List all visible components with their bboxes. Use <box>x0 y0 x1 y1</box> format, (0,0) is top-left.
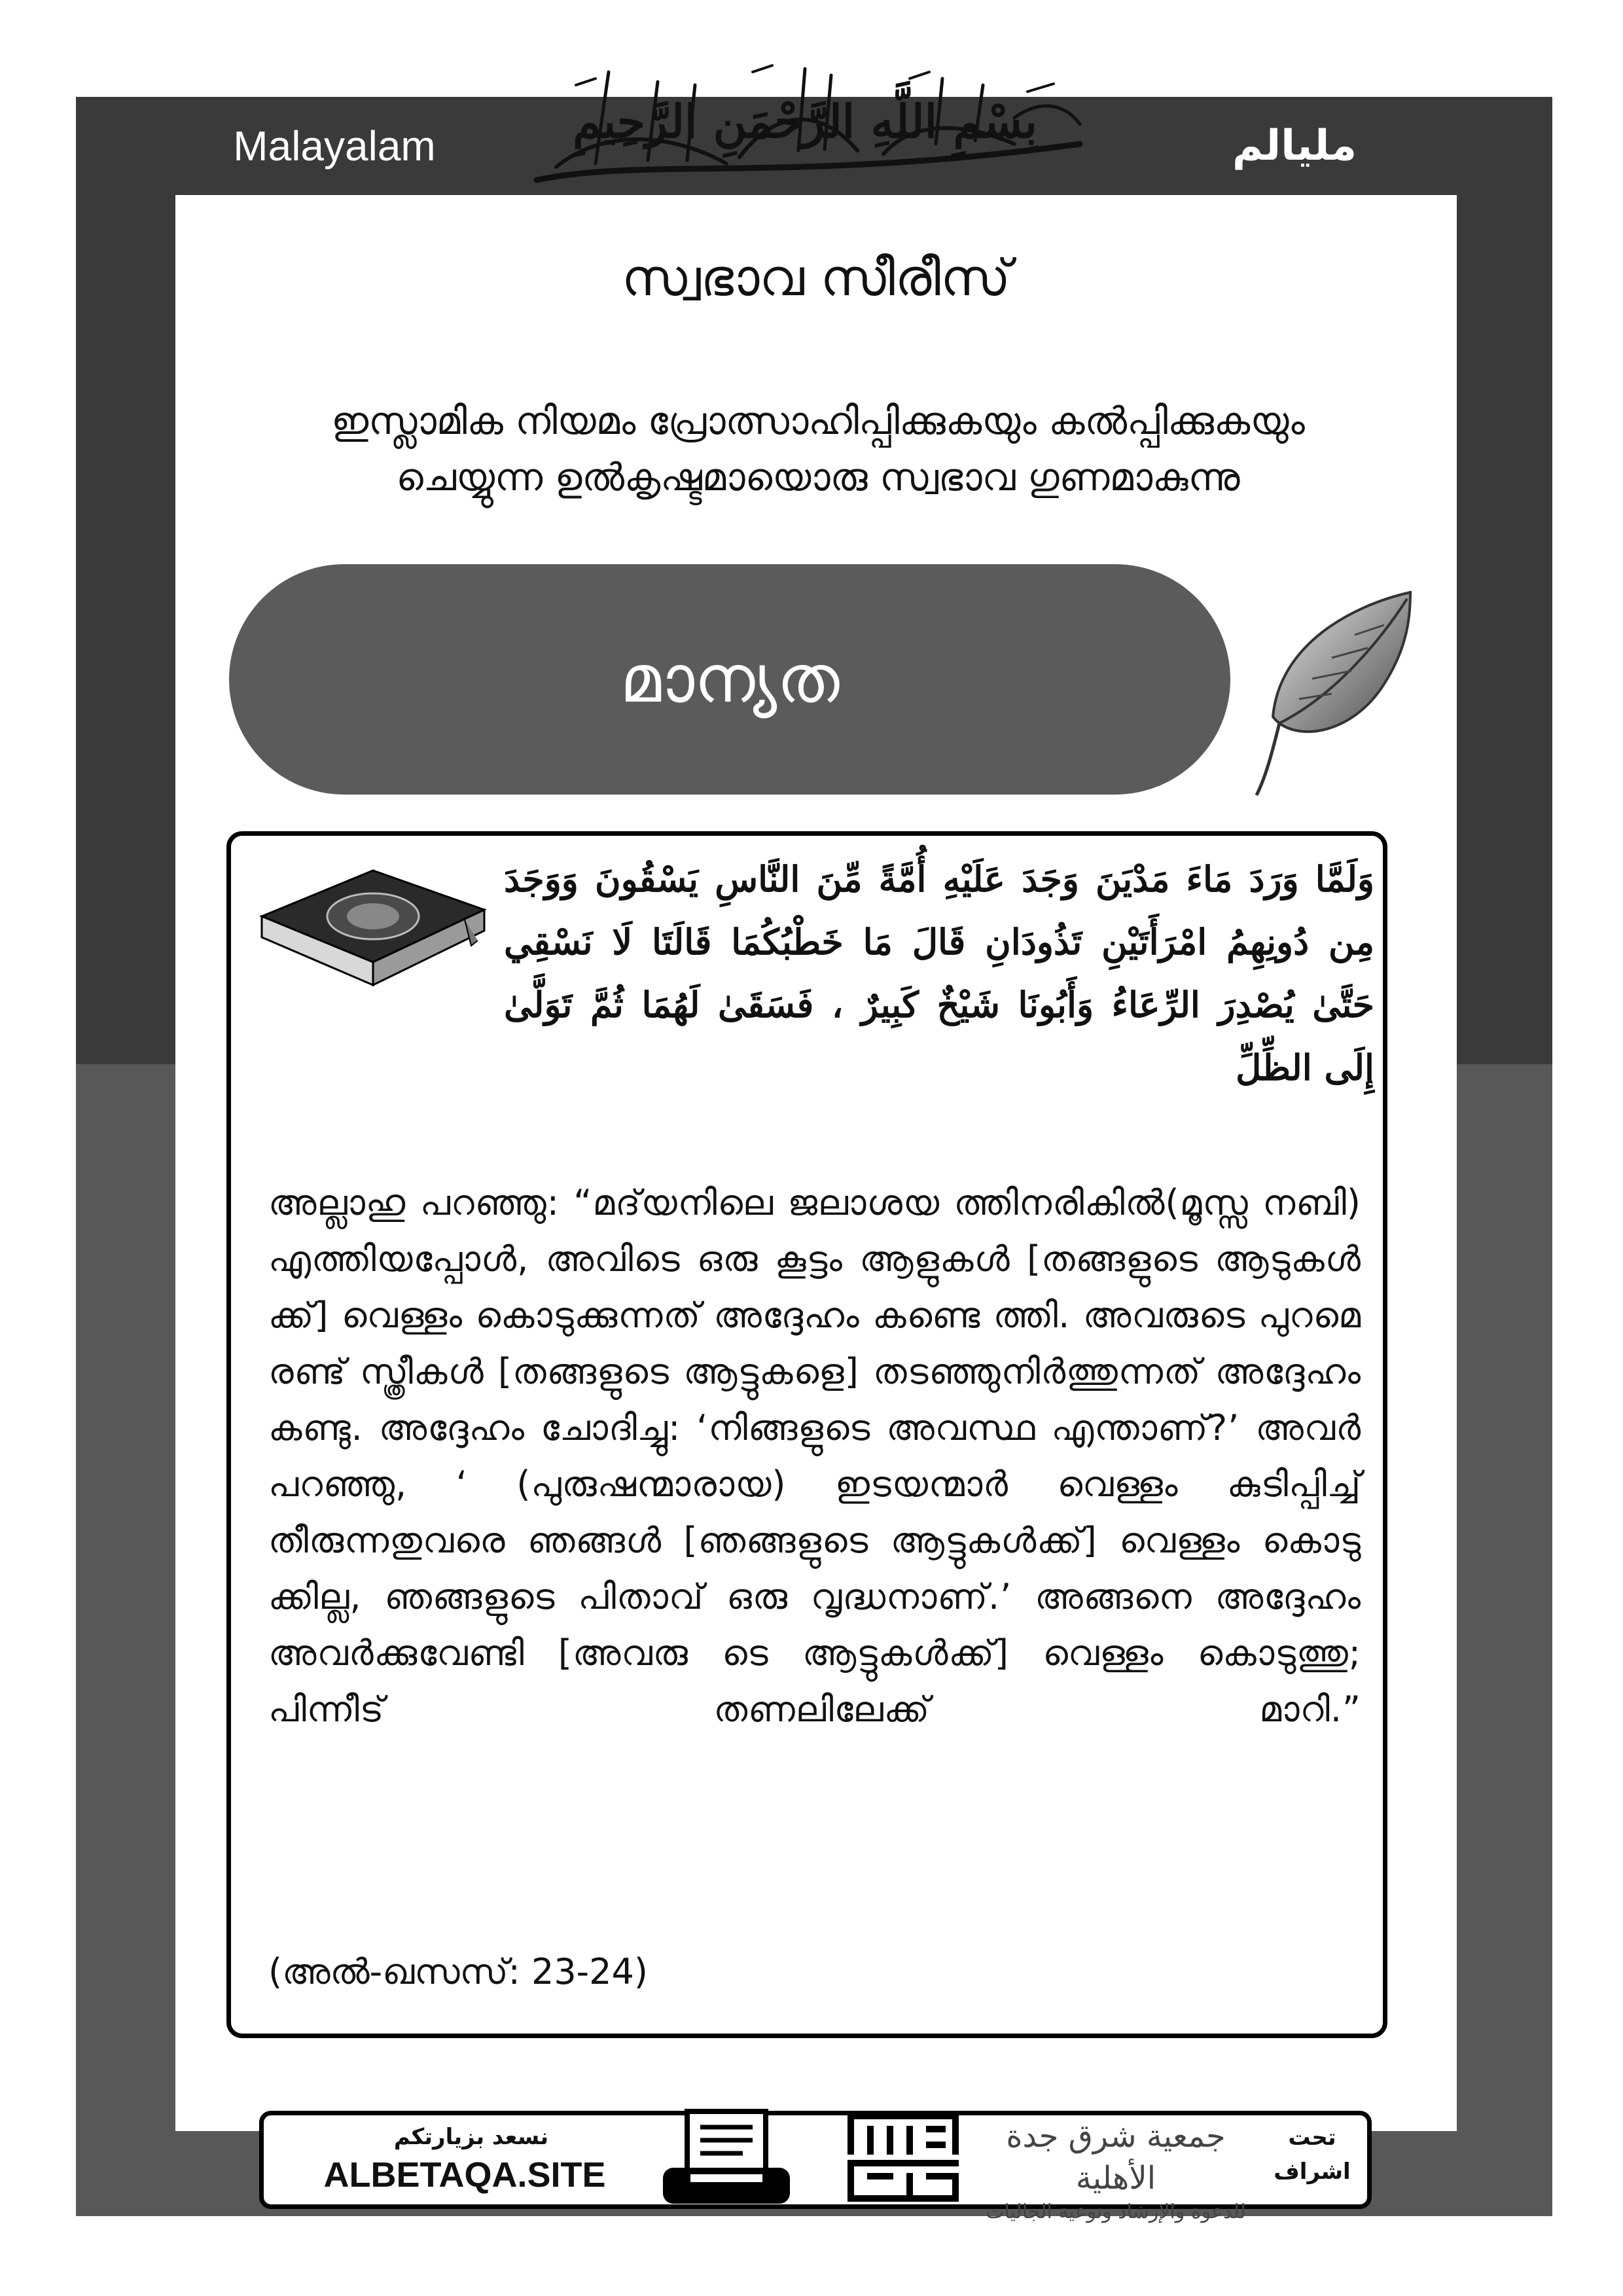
basmala-calligraphy <box>517 46 1093 203</box>
kufic-logo <box>834 2109 972 2207</box>
website-link[interactable]: ALBETAQA.SITE <box>323 2155 606 2195</box>
topic-banner <box>229 564 1230 795</box>
basmala-text: بِسْمِ اللَّهِ الرَّحْمَنِ الرَّحِيمِ <box>573 94 1037 149</box>
visit-text: نسعد بزيارتكم <box>393 2124 549 2150</box>
supervision-label-line-2: اشراف <box>1274 2159 1351 2185</box>
supervision-label <box>1263 2121 1361 2189</box>
quran-book-icon <box>249 864 491 988</box>
series-title: സ്വഭാവ സീരീസ് <box>621 249 1011 308</box>
quran-verse-arabic: وَلَمَّا وَرَدَ مَاءَ مَدْيَنَ وَجَدَ عَلَيْهِ أُمَّةً مِّنَ النَّاسِ يَسْقُونَ وَوَجَدَ مِن دُونِهِمُ امْرَأَتَيْنِ تَذُودَانِ قَالَ مَا خَطْبُكُمَا قَالَتَا لَا نَسْقِي حَتَّىٰ يُصْدِرَ الرِّعَاءُ وَأَبُونَا شَيْخٌ كَبِيرٌ ، فَسَقَىٰ لَهُمَا ثُمَّ تَوَلَّىٰ إِلَى الظِّلِّ <box>504 858 1374 1088</box>
language-tag-right: مليالم <box>1132 97 1457 195</box>
verse-citation: (അൽ-ഖസസ്: 23-24) <box>268 1951 648 1992</box>
intro-line-2: ചെയ്യുന്ന ഉൽകൃഷ്ടമായൊരു സ്വഭാവ ഗുണമാകുന്നു <box>396 455 1240 499</box>
language-tag-left: Malayalam <box>175 97 493 195</box>
verse-translation: അല്ലാഹു പറഞ്ഞു: “മദ്‌യനിലെ ജലാശയ ത്തിനരികിൽ(മൂസ്സ നബി) എത്തിയപ്പോൾ, അവിടെ ഒരു കൂട്ടം ആളുകൾ [തങ്ങളുടെ ആടുകൾ ക്ക്] വെള്ളം കൊടുക്കുന്നത് അദ്ദേഹം കണ്ടെ ത്തി. അവരുടെ പുറമെ രണ്ട് സ്ത്രീകൾ [തങ്ങളുടെ ആട്ടുകളെ] തടഞ്ഞുനിർത്തുന്നത് അദ്ദേഹം കണ്ടു. അദ്ദേഹം ചോദിച്ചു: ‘നിങ്ങളുടെ അവസ്ഥ എന്താണ്?’ അവർ പറഞ്ഞു, ‘ (പുരുഷന്മാരായ) ഇടയന്മാർ വെള്ളം കുടിപ്പിച്ച് തീരുന്നതുവരെ ഞങ്ങൾ [ഞങ്ങളുടെ ആട്ടുകൾക്ക്] വെള്ളം കൊടു ക്കില്ല, ഞങ്ങളുടെ പിതാവ് ഒരു വൃദ്ധനാണ്.’ അങ്ങനെ അദ്ദേഹം അവർക്കുവേണ്ടി [അവരു ടെ ആട്ടുകൾക്ക്] വെള്ളം കൊടുത്തു; പിന്നീട് തണലിലേക്ക് മാറി.” <box>268 1182 1361 1730</box>
supervision-label-line-1: تحت <box>1288 2125 1336 2151</box>
organization-subtitle: للدعوة والإرشاد وتوعية الجاليات <box>986 2200 1246 2223</box>
printer-icon <box>658 2109 795 2207</box>
intro-line-1: ഇസ്ലാമിക നിയമം പ്രോത്സാഹിപ്പിക്കുകയും കൽപ്പിക്കുകയും <box>331 399 1305 443</box>
organization-name: جمعية شرق جدة الأهلية <box>1006 2118 1226 2197</box>
organization-logo <box>985 2115 1247 2225</box>
topic-title: മാന്യത <box>620 641 840 717</box>
intro-text <box>196 393 1440 505</box>
leaf-icon <box>1253 586 1423 802</box>
